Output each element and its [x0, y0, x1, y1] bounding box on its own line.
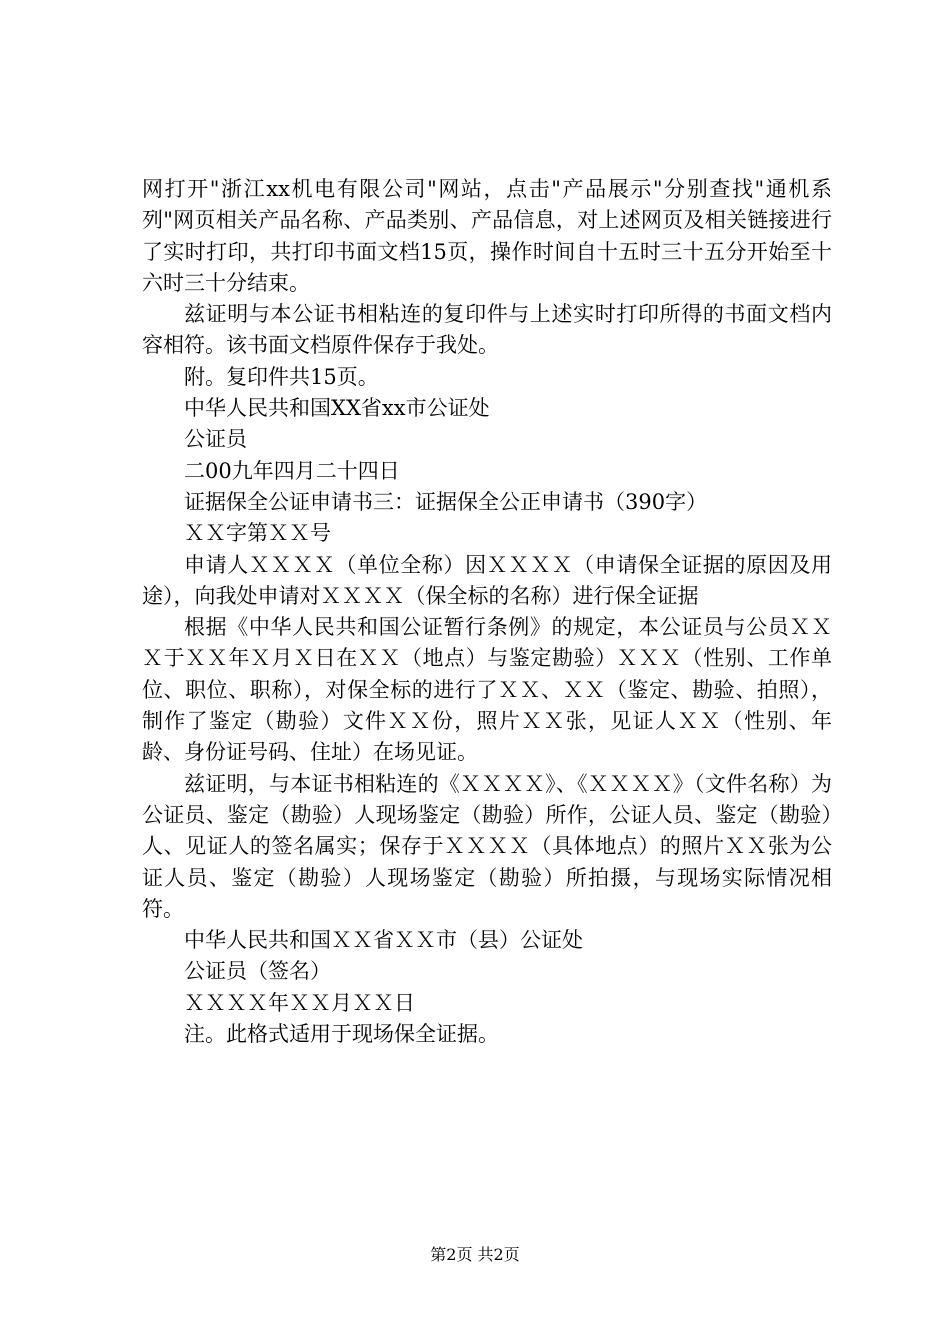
- notary-label-line: 公证员: [184, 427, 247, 452]
- template-date-line: ＸＸＸＸ年ＸＸ月ＸＸ日: [184, 990, 415, 1015]
- date-line: 二00九年四月二十四日: [184, 458, 400, 483]
- paragraph-attachment-note: 附。复印件共15页。: [184, 364, 379, 389]
- page-footer: 第2页 共2页: [430, 1245, 520, 1264]
- document-body: [142, 174, 832, 1050]
- notary-signature-line: 公证员（签名）: [184, 959, 331, 984]
- paragraph-continued-web-printout: 网打开"浙江xx机电有限公司"网站，点击"产品展示"分别查找"通机系列"网页相关产品名称、产品类别、产品信息，对上述网页及相关链接进行了实时打印，共打印书面文档15页，操作时间自十五时三十五分开始至十六时三十分结束。: [142, 177, 832, 295]
- notary-office-template-line: 中华人民共和国ＸＸ省ＸＸ市（县）公证处: [184, 928, 583, 953]
- paragraph-basis: 根据《中华人民共和国公证暂行条例》的规定，本公证员与公员ＸＸＸ于ＸＸ年Ｘ月Ｘ日在ＸＸ（地点）与鉴定勘验）ＸＸＸ（性别、工作单位、职位、职称），对保全标的进行了ＸＸ、ＸＸ（鉴定、勘验、拍照），制作了鉴定（勘验）文件ＸＸ份，照片ＸＸ张，见证人ＸＸ（性别、年龄、身份证号码、住址）在场见证。: [142, 615, 832, 765]
- usage-note: 注。此格式适用于现场保全证据。: [184, 1022, 499, 1047]
- paragraph-certification-statement: 兹证明与本公证书相粘连的复印件与上述实时打印所得的书面文档内容相符。该书面文档原件保存于我处。: [142, 302, 832, 358]
- document-number-line: ＸＸ字第ＸＸ号: [184, 521, 331, 546]
- notary-office-line: 中华人民共和国XX省xx市公证处: [184, 396, 490, 421]
- section-heading: 证据保全公证申请书三：证据保全公正申请书（390字）: [184, 489, 708, 514]
- paragraph-applicant: 申请人ＸＸＸＸ（单位全称）因ＸＸＸＸ（申请保全证据的原因及用途），向我处申请对ＸＸＸＸ（保全标的名称）进行保全证据: [142, 552, 832, 608]
- paragraph-certification-detail: 兹证明，与本证书相粘连的《ＸＸＸＸ》、《ＸＸＸＸ》（文件名称）为公证员、鉴定（勘验）人现场鉴定（勘验）所作，公证人员、鉴定（勘验）人、见证人的签名属实；保存于ＸＸＸＸ（具体地点）的照片ＸＸ张为公证人员、鉴定（勘验）人现场鉴定（勘验）所拍摄，与现场实际情况相符。: [142, 771, 832, 921]
